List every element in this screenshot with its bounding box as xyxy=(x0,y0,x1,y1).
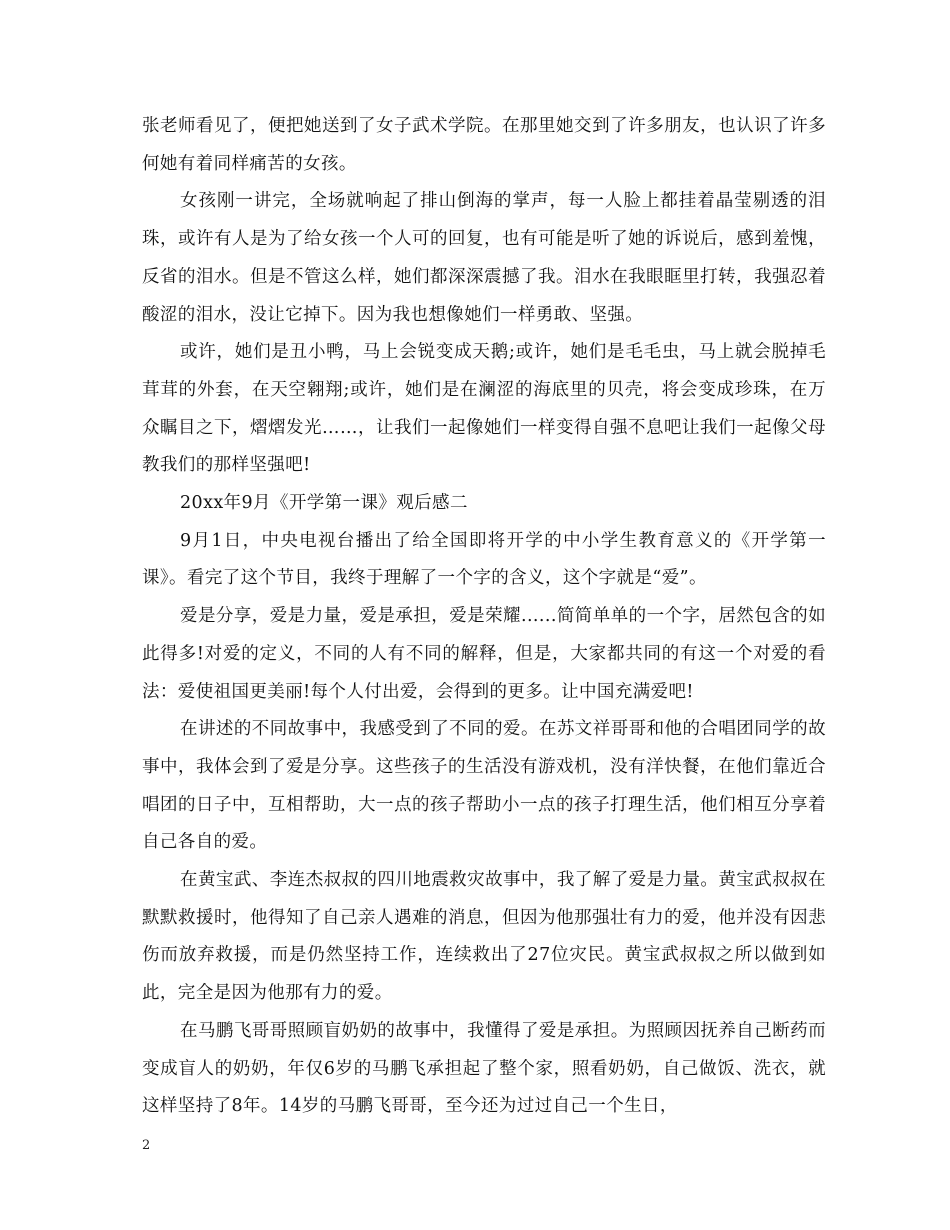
paragraph: 在黄宝武、李连杰叔叔的四川地震救灾故事中，我了解了爱是力量。黄宝武叔叔在默默救援时，他得知了自己亲人遇难的消息，但因为他那强壮有力的爱，他并没有因悲伤而放弃救援，而是仍然坚持工作，连续救出了27位灾民。黄宝武叔叔之所以做到如此，完全是因为他那有力的爱。 xyxy=(142,870,826,1004)
paragraph: 或许，她们是丑小鸭，马上会锐变成天鹅;或许，她们是毛毛虫，马上就会脱掉毛茸茸的外套，在天空翱翔;或许，她们是在澜涩的海底里的贝壳，将会变成珍珠，在万众瞩目之下，熠熠发光……，让我们一起像她们一样变得自强不息吧让我们一起像父母教我们的那样坚强吧! xyxy=(142,342,826,476)
paragraph: 在马鹏飞哥哥照顾盲奶奶的故事中，我懂得了爱是承担。为照顾因抚养自己断药而变成盲人的奶奶，年仅6岁的马鹏飞承担起了整个家，照看奶奶，自己做饭、洗衣，就这样坚持了8年。14岁的马鹏飞哥哥，至今还为过过自己一个生日， xyxy=(142,1020,826,1117)
paragraph: 爱是分享，爱是力量，爱是承担，爱是荣耀......简简单单的一个字，居然包含的如此得多!对爱的定义，不同的人有不同的解释，但是，大家都共同的有这一个对爱的看法：爱使祖国更美丽!每个人付出爱，会得到的更多。让中国充满爱吧! xyxy=(142,606,826,702)
paragraph: 在讲述的不同故事中，我感受到了不同的爱。在苏文祥哥哥和他的合唱团同学的故事中，我体会到了爱是分享。这些孩子的生活没有游戏机，没有洋快餐，在他们靠近合唱团的日子中，互相帮助，大一点的孩子帮助小一点的孩子打理生活，他们相互分享着自己各自的爱。 xyxy=(142,719,826,853)
section-heading: 20xx年9月《开学第一课》观后感二 xyxy=(180,493,468,514)
paragraph: 女孩刚一讲完，全场就响起了排山倒海的掌声，每一人脸上都挂着晶莹剔透的泪珠，或许有人是为了给女孩一个人可的回复，也有可能是听了她的诉说后，感到羞愧，反省的泪水。但是不管这么样，她们都深深震撼了我。泪水在我眼眶里打转，我强忍着酸涩的泪水，没让它掉下。因为我也想像她们一样勇敢、坚强。 xyxy=(142,191,826,325)
body-text xyxy=(142,108,826,1126)
paragraph: 9月1日，中央电视台播出了给全国即将开学的中小学生教育意义的《开学第一课》。看完了这个节目，我终于理解了一个字的含义，这个字就是“爱”。 xyxy=(142,530,826,589)
page-number: 2 xyxy=(142,1138,151,1153)
paragraph: 张老师看见了，便把她送到了女子武术学院。在那里她交到了许多朋友，也认识了许多何她有着同样痛苦的女孩。 xyxy=(142,116,826,174)
